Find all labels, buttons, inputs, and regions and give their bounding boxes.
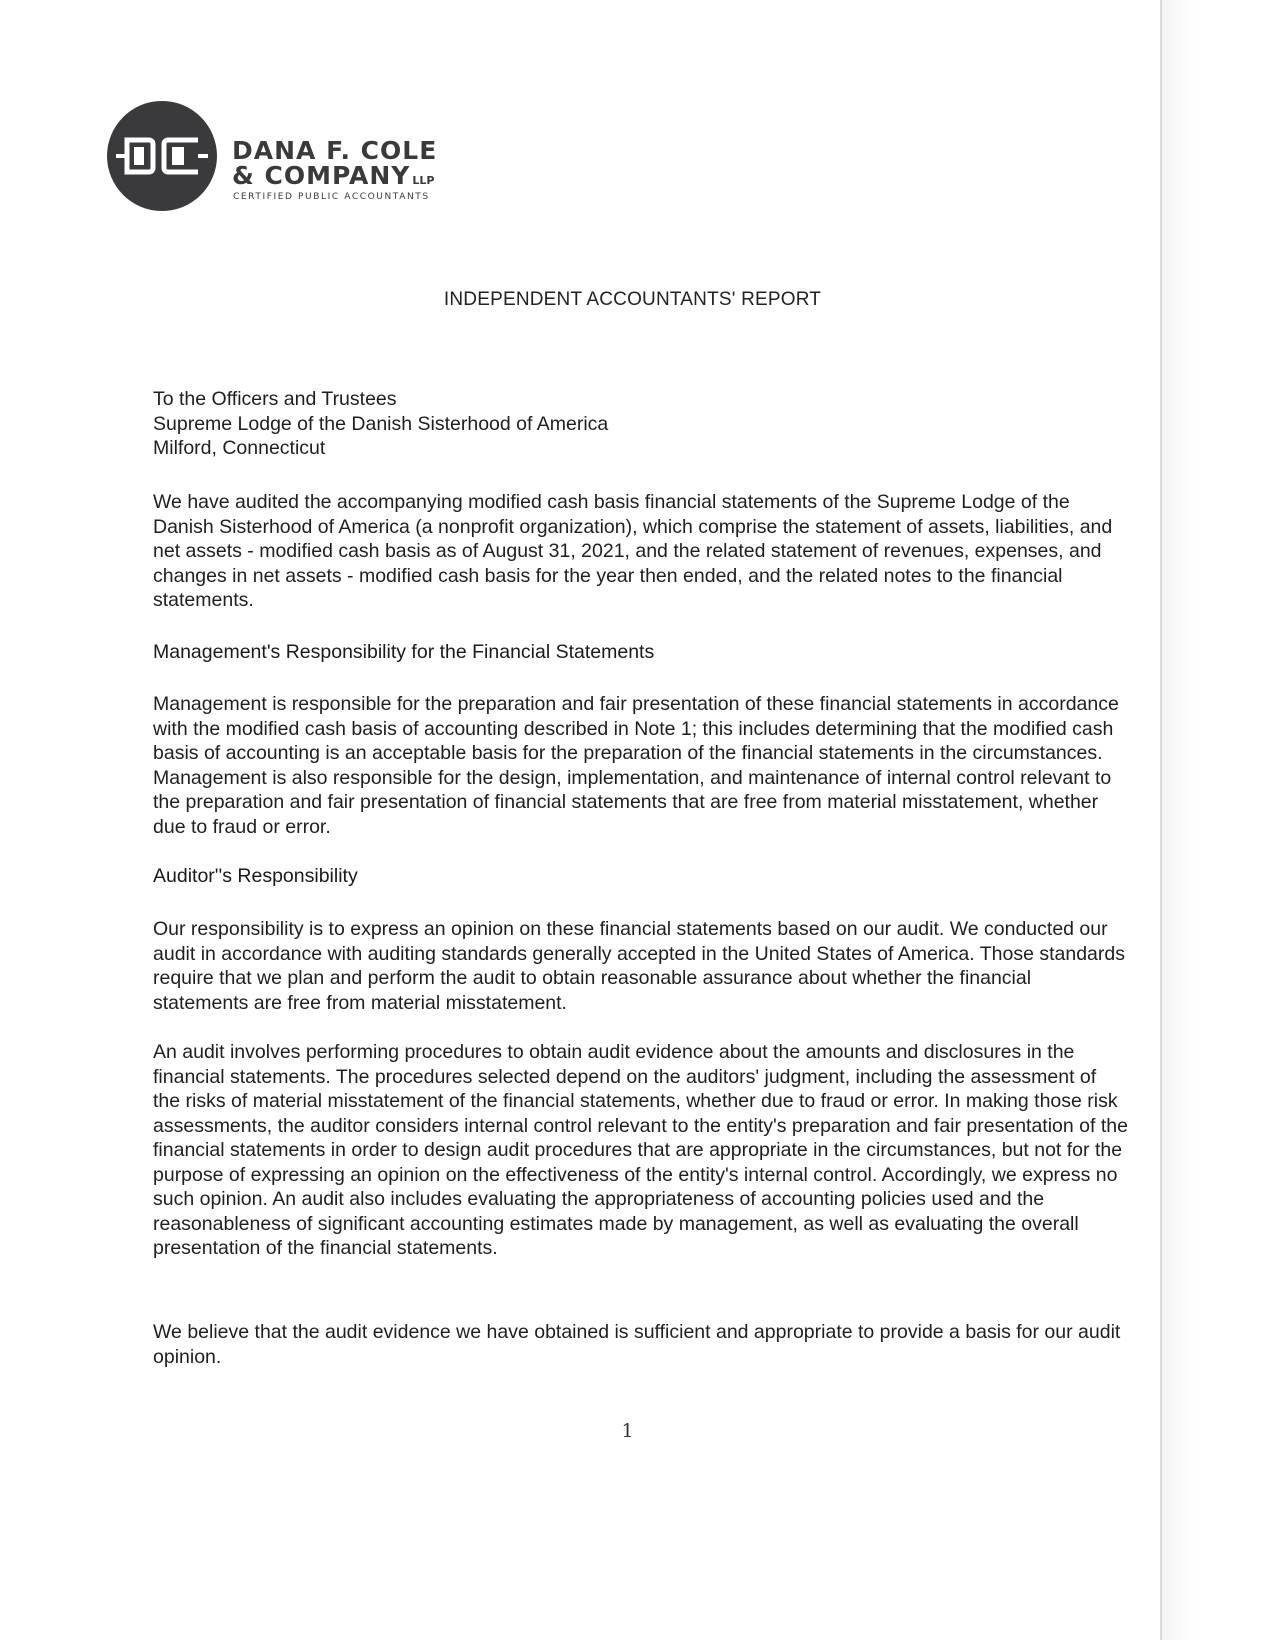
addressee-block: [153, 387, 1128, 461]
intro-paragraph: We have audited the accompanying modified cash basis financial statements of the Supreme Lodge of the Danish Sisterhood of America (a nonprofit organization), which comprise the statement of assets, liabilities, and net assets - modified cash basis as of August 31, 2021, and the related statement of revenues, expenses, and changes in net assets - modified cash basis for the year then ended, and the related notes to the financial statements.: [153, 491, 1113, 611]
firm-name-line1: DANA F. COLE: [232, 136, 438, 165]
auditor-paragraph-3: We believe that the audit evidence we have obtained is sufficient and appropriate to provide a basis for our audit opinion.: [153, 1321, 1121, 1368]
firm-tagline: CERTIFIED PUBLIC ACCOUNTANTS: [233, 192, 430, 202]
letterhead: [106, 100, 466, 212]
firm-name-line2: [232, 161, 434, 190]
auditor-heading: Auditor''s Responsibility: [153, 865, 358, 887]
firm-name-company: & COMPANY: [232, 161, 411, 190]
management-paragraph: Management is responsible for the preparation and fair presentation of these financial statements in accordance with the modified cash basis of accounting described in Note 1; this includes determining that the modified cash basis of accounting is an acceptable basis for the preparation of the financial statements in the circumstances. Management is also responsible for the design, implementation, and maintenance of internal control relevant to the preparation and fair presentation of financial statements that are free from material misstatement, whether due to fraud or error.: [153, 693, 1119, 838]
page-number: 1: [621, 1420, 634, 1442]
auditor-paragraph-2: An audit involves performing procedures to obtain audit evidence about the amounts and disclosures in the financial statements. The procedures selected depend on the auditors' judgment, including the assessment of the risks of material misstatement of the financial statements, whether due to fraud or error. In making those risk assessments, the auditor considers internal control relevant to the entity's preparation and fair presentation of the financial statements in order to design audit procedures that are appropriate in the circumstances, but not for the purpose of expressing an opinion on the effectiveness of the entity's internal control. Accordingly, we express no such opinion. An audit also includes evaluating the appropriateness of accounting policies used and the reasonableness of significant accounting estimates made by management, as well as evaluating the overall presentation of the financial statements.: [153, 1041, 1128, 1259]
addressee-line: To the Officers and Trustees: [153, 388, 397, 410]
report-title: INDEPENDENT ACCOUNTANTS' REPORT: [443, 289, 822, 310]
firm-logo: [106, 100, 218, 212]
auditor-paragraph-1: Our responsibility is to express an opinion on these financial statements based on our audit. We conducted our audit in accordance with auditing standards generally accepted in the United States of America. Those standards require that we plan and perform the audit to obtain reasonable assurance about whether the financial statements are free from material misstatement.: [153, 918, 1125, 1014]
scan-edge-shade: [1162, 0, 1275, 1640]
scan-edge-line: [1160, 0, 1162, 1640]
management-heading: Management's Responsibility for the Financial Statements: [153, 641, 655, 663]
addressee-line: Supreme Lodge of the Danish Sisterhood of America: [153, 412, 609, 435]
firm-suffix: LLP: [412, 174, 435, 187]
addressee-line: Milford, Connecticut: [153, 437, 326, 459]
